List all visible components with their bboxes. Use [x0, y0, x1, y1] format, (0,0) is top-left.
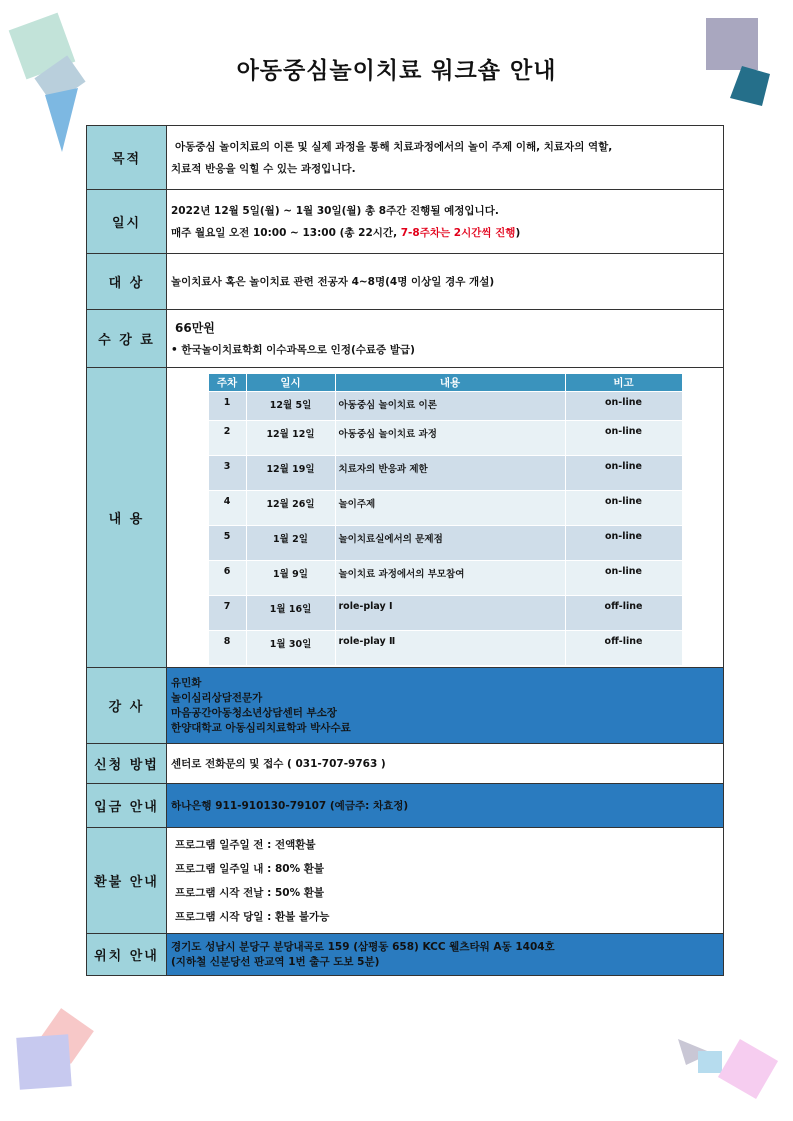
schedule-date: 1월 30일: [246, 631, 335, 666]
schedule-content: role-play Ⅱ: [335, 631, 565, 666]
schedule-note: on-line: [565, 392, 682, 421]
schedule-date: 1월 16일: [246, 596, 335, 631]
schedule-row: [208, 596, 682, 631]
schedule-week: 5: [208, 526, 246, 561]
schedule-row: [208, 631, 682, 666]
schedule-row: [208, 392, 682, 421]
decorative-shapes-bottom-right: [670, 1025, 793, 1121]
schedule-content: 아동중심 놀이치료 이론: [335, 392, 565, 421]
schedule-content: 치료자의 반응과 제한: [335, 456, 565, 491]
refund-label: 환불 안내: [87, 828, 167, 934]
instructor-name: 유민화: [171, 676, 202, 689]
target-value: 놀이치료사 혹은 놀이치료 관련 전공자 4~8명(4명 이상일 경우 개설): [167, 254, 724, 310]
schedule-header-date: 일시: [246, 374, 335, 392]
schedule-date: 12월 19일: [246, 456, 335, 491]
date-row: [87, 190, 724, 254]
date-highlight: 7-8주차는 2시간씩 진행: [400, 226, 516, 239]
schedule-date: 1월 9일: [246, 561, 335, 596]
location-label: 위치 안내: [87, 934, 167, 976]
payment-row: [87, 784, 724, 828]
schedule-date: 12월 26일: [246, 491, 335, 526]
content-label: 내 용: [87, 368, 167, 668]
schedule-week: 2: [208, 421, 246, 456]
schedule-note: on-line: [565, 491, 682, 526]
schedule-note: off-line: [565, 596, 682, 631]
target-row: [87, 254, 724, 310]
schedule-row: [208, 561, 682, 596]
schedule-content: 놀이주제: [335, 491, 565, 526]
location-line-2: (지하철 신분당선 판교역 1번 출구 도보 5분): [171, 955, 380, 968]
apply-value: 센터로 전화문의 및 접수 ( 031-707-9763 ): [167, 744, 724, 784]
instructor-label: 강 사: [87, 668, 167, 744]
schedule-week: 8: [208, 631, 246, 666]
purpose-line-2: 치료적 반응을 익힐 수 있는 과정입니다.: [171, 162, 356, 175]
target-label: 대 상: [87, 254, 167, 310]
schedule-week: 6: [208, 561, 246, 596]
schedule-content: 놀이치료 과정에서의 부모참여: [335, 561, 565, 596]
refund-line-3: 프로그램 시작 전날 : 50% 환불: [175, 886, 325, 899]
schedule-content: role-play Ⅰ: [335, 596, 565, 631]
instructor-line-3: 마음공간아동청소년상담센터 부소장: [171, 706, 337, 719]
schedule-header-note: 비고: [565, 374, 682, 392]
refund-line-4: 프로그램 시작 당일 : 환불 불가능: [175, 910, 330, 923]
page-title: 아동중심놀이치료 워크숍 안내: [236, 58, 557, 84]
instructor-line-2: 놀이심리상담전문가: [171, 691, 263, 704]
schedule-date: 1월 2일: [246, 526, 335, 561]
schedule-week: 4: [208, 491, 246, 526]
schedule-note: on-line: [565, 526, 682, 561]
schedule-week: 7: [208, 596, 246, 631]
refund-line-1: 프로그램 일주일 전 : 전액환불: [175, 838, 316, 851]
schedule-date: 12월 5일: [246, 392, 335, 421]
schedule-note: on-line: [565, 421, 682, 456]
schedule-week: 3: [208, 456, 246, 491]
instructor-row: [87, 668, 724, 744]
instructor-line-4: 한양대학교 아동심리치료학과 박사수료: [171, 721, 351, 734]
payment-label: 입금 안내: [87, 784, 167, 828]
decorative-shapes-bottom-left: [0, 1000, 110, 1121]
schedule-content: 놀이치료실에서의 문제점: [335, 526, 565, 561]
apply-label: 신청 방법: [87, 744, 167, 784]
location-line-1: 경기도 성남시 분당구 분당내곡로 159 (삼평동 658) KCC 웰츠타워 A동 1404호: [171, 940, 555, 953]
fee-row: [87, 310, 724, 368]
date-line-1: 2022년 12월 5일(월) ~ 1월 30일(월) 총 8주간 진행될 예정입니다.: [171, 204, 499, 217]
schedule-header-content: 내용: [335, 374, 565, 392]
schedule-row: [208, 491, 682, 526]
refund-line-2: 프로그램 일주일 내 : 80% 환불: [175, 862, 325, 875]
fee-label: 수 강 료: [87, 310, 167, 368]
content-row: [87, 368, 724, 668]
apply-row: [87, 744, 724, 784]
schedule-row: [208, 456, 682, 491]
date-label: 일시: [87, 190, 167, 254]
schedule-table: [208, 373, 683, 666]
fee-amount: 66만원: [175, 320, 215, 335]
payment-value: 하나은행 911-910130-79107 (예금주: 차효정): [167, 784, 724, 828]
schedule-row: [208, 526, 682, 561]
date-line-2-suffix: ): [515, 226, 521, 239]
purpose-label: 목적: [87, 126, 167, 190]
info-table: [86, 125, 724, 976]
fee-note: • 한국놀이치료학회 이수과목으로 인정(수료증 발급): [171, 343, 415, 356]
schedule-row: [208, 421, 682, 456]
location-row: [87, 934, 724, 976]
purpose-row: [87, 126, 724, 190]
date-line-2: [171, 222, 719, 244]
purpose-line-1: 아동중심 놀이치료의 이론 및 실제 과정을 통해 치료과정에서의 놀이 주제 이해, 치료자의 역할,: [175, 140, 613, 153]
schedule-date: 12월 12일: [246, 421, 335, 456]
refund-row: [87, 828, 724, 934]
schedule-content: 아동중심 놀이치료 과정: [335, 421, 565, 456]
date-line-2-prefix: 매주 월요일 오전 10:00 ~ 13:00 (총 22시간,: [171, 226, 401, 239]
schedule-note: off-line: [565, 631, 682, 666]
schedule-note: on-line: [565, 456, 682, 491]
schedule-week: 1: [208, 392, 246, 421]
schedule-header-week: 주차: [208, 374, 246, 392]
schedule-note: on-line: [565, 561, 682, 596]
